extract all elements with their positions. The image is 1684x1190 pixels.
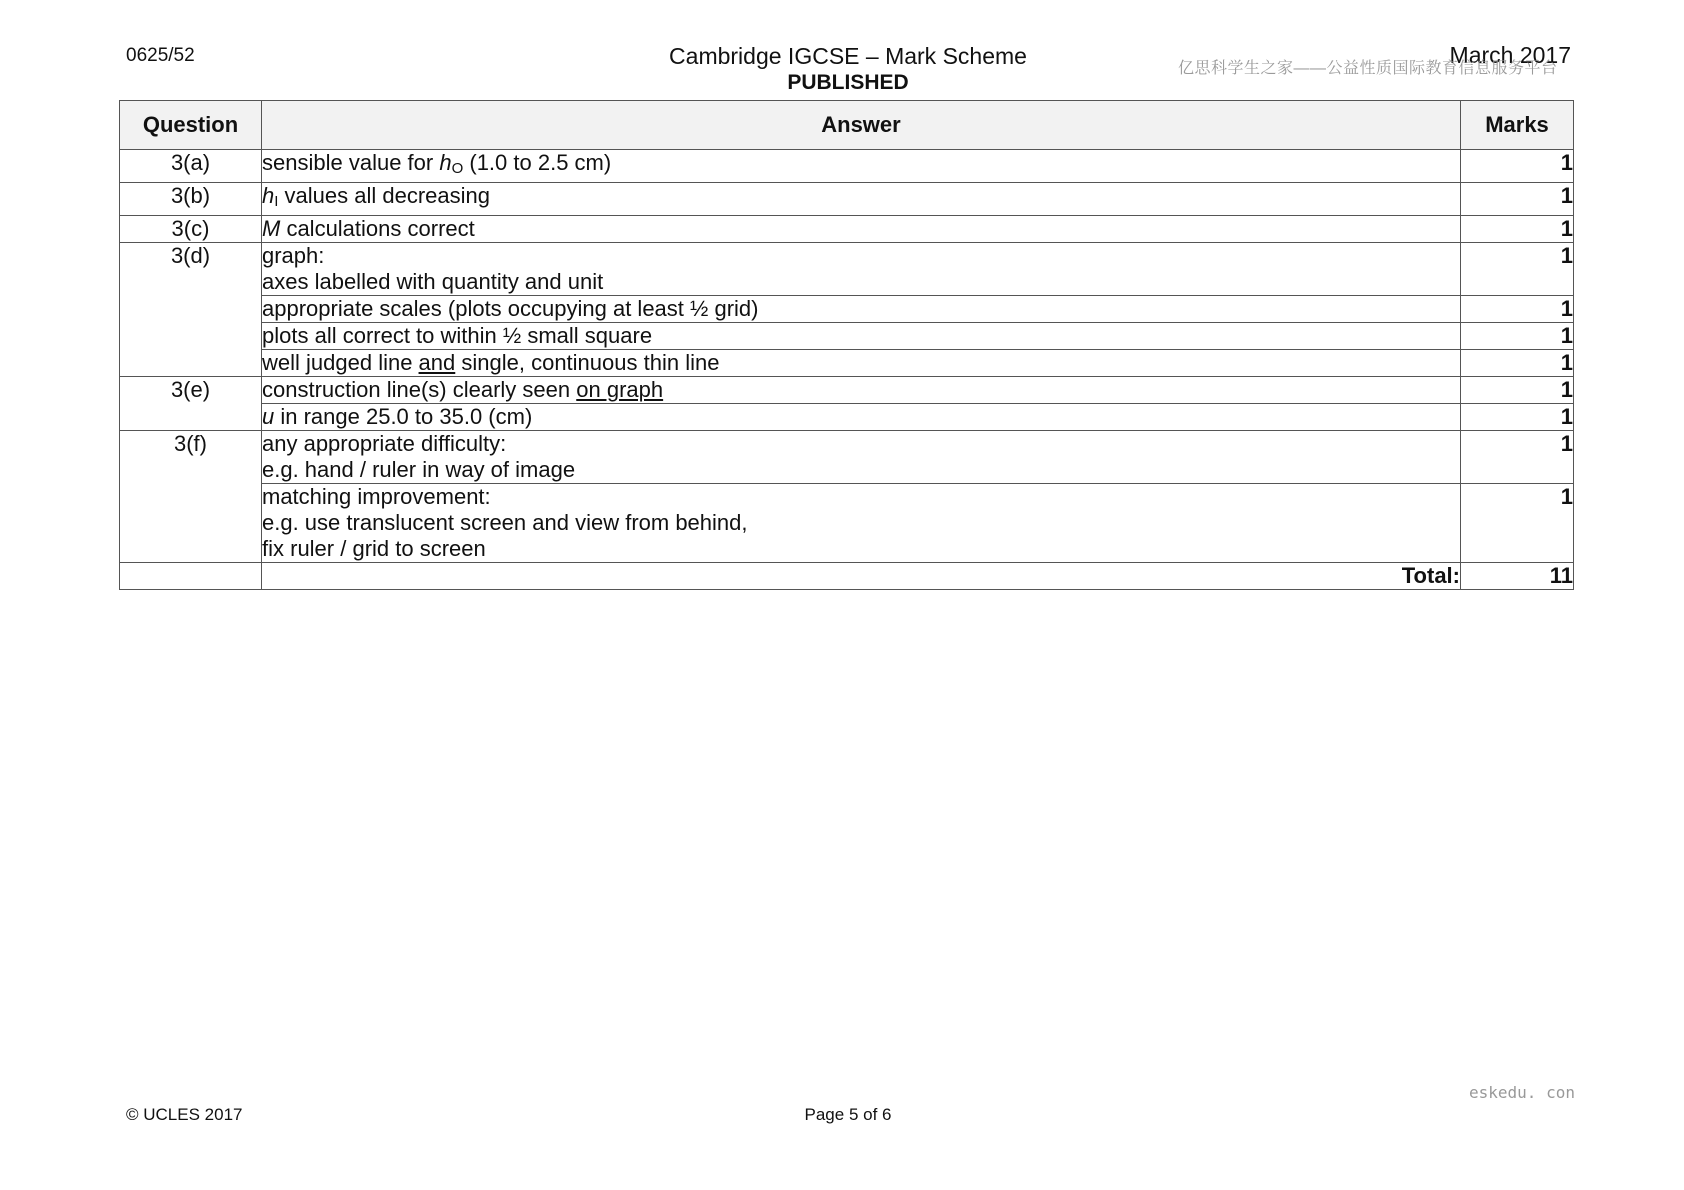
answer-text: (1.0 to 2.5 cm)	[463, 150, 612, 175]
answer-line: matching improvement:	[262, 484, 491, 509]
answer-text: calculations correct	[280, 216, 475, 241]
question-cell: 3(a)	[120, 150, 262, 183]
total-row	[120, 563, 1574, 590]
table-row	[120, 323, 1574, 350]
table-row	[120, 183, 1574, 216]
table-row	[120, 404, 1574, 431]
table-row	[120, 150, 1574, 183]
answer-cell	[262, 183, 1461, 216]
question-cell: 3(f)	[120, 431, 262, 563]
total-label: Total:	[262, 563, 1461, 590]
answer-text: sensible value for	[262, 150, 440, 175]
answer-text: in range 25.0 to 35.0 (cm)	[274, 404, 533, 429]
marks-cell: 1	[1461, 243, 1574, 296]
answer-subscript: O	[451, 160, 464, 177]
answer-underlined: and	[418, 350, 456, 375]
question-cell: 3(e)	[120, 377, 262, 431]
answer-cell	[262, 216, 1461, 243]
table-row	[120, 484, 1574, 563]
answer-cell	[262, 484, 1461, 563]
answer-cell	[262, 431, 1461, 484]
watermark-top: 亿思科学生之家——公益性质国际教育信息服务平台	[1178, 60, 1558, 77]
table-row	[120, 296, 1574, 323]
table-row	[120, 431, 1574, 484]
answer-cell	[262, 150, 1461, 183]
paper-code: 0625/52	[126, 45, 195, 66]
answer-line: axes labelled with quantity and unit	[262, 269, 604, 294]
question-cell: 3(d)	[120, 243, 262, 377]
answer-text: values all decreasing	[278, 183, 490, 208]
marks-cell: 1	[1461, 377, 1574, 404]
page-number: Page 5 of 6	[804, 1105, 892, 1124]
question-cell: 3(b)	[120, 183, 262, 216]
marks-cell: 1	[1461, 350, 1574, 377]
answer-variable: h	[262, 183, 275, 208]
marks-cell: 1	[1461, 183, 1574, 216]
table-row	[120, 216, 1574, 243]
marks-cell: 1	[1461, 216, 1574, 243]
question-cell: 3(c)	[120, 216, 262, 243]
marks-cell: 1	[1461, 484, 1574, 563]
table-header-row	[120, 101, 1574, 150]
answer-cell: appropriate scales (plots occupying at least ½ grid)	[262, 296, 1461, 323]
header-answer: Answer	[262, 101, 1461, 150]
marks-cell: 1	[1461, 296, 1574, 323]
answer-line: e.g. hand / ruler in way of image	[262, 457, 576, 482]
total-value: 11	[1461, 563, 1574, 590]
answer-variable: M	[262, 216, 281, 241]
answer-text: single, continuous thin line	[455, 350, 720, 375]
answer-text: well judged line	[262, 350, 419, 375]
answer-variable: h	[439, 150, 452, 175]
table-row	[120, 350, 1574, 377]
answer-line: e.g. use translucent screen and view from behind,	[262, 510, 748, 535]
answer-underlined: on graph	[576, 377, 664, 402]
answer-subscript: I	[274, 193, 279, 210]
marks-cell: 1	[1461, 431, 1574, 484]
question-cell-empty	[120, 563, 262, 590]
marks-cell: 1	[1461, 404, 1574, 431]
document-title: Cambridge IGCSE – Mark Scheme	[669, 43, 1027, 69]
answer-cell	[262, 404, 1461, 431]
table-row	[120, 243, 1574, 296]
answer-cell	[262, 377, 1461, 404]
answer-line: fix ruler / grid to screen	[262, 536, 486, 561]
answer-variable: u	[262, 404, 275, 429]
answer-line: graph:	[262, 243, 325, 268]
marks-cell: 1	[1461, 323, 1574, 350]
answer-cell	[262, 350, 1461, 377]
marks-cell: 1	[1461, 150, 1574, 183]
mark-scheme-table	[119, 100, 1574, 590]
table-row	[120, 377, 1574, 404]
header-marks: Marks	[1461, 101, 1574, 150]
published-label: PUBLISHED	[787, 71, 909, 94]
answer-line: any appropriate difficulty:	[262, 431, 507, 456]
answer-text: construction line(s) clearly seen	[262, 377, 577, 402]
header-question: Question	[120, 101, 262, 150]
exam-date: March 2017	[1449, 42, 1571, 68]
watermark-bottom: eskedu. con	[1469, 1083, 1575, 1102]
copyright: © UCLES 2017	[126, 1105, 243, 1124]
answer-cell	[262, 243, 1461, 296]
answer-cell: plots all correct to within ½ small square	[262, 323, 1461, 350]
